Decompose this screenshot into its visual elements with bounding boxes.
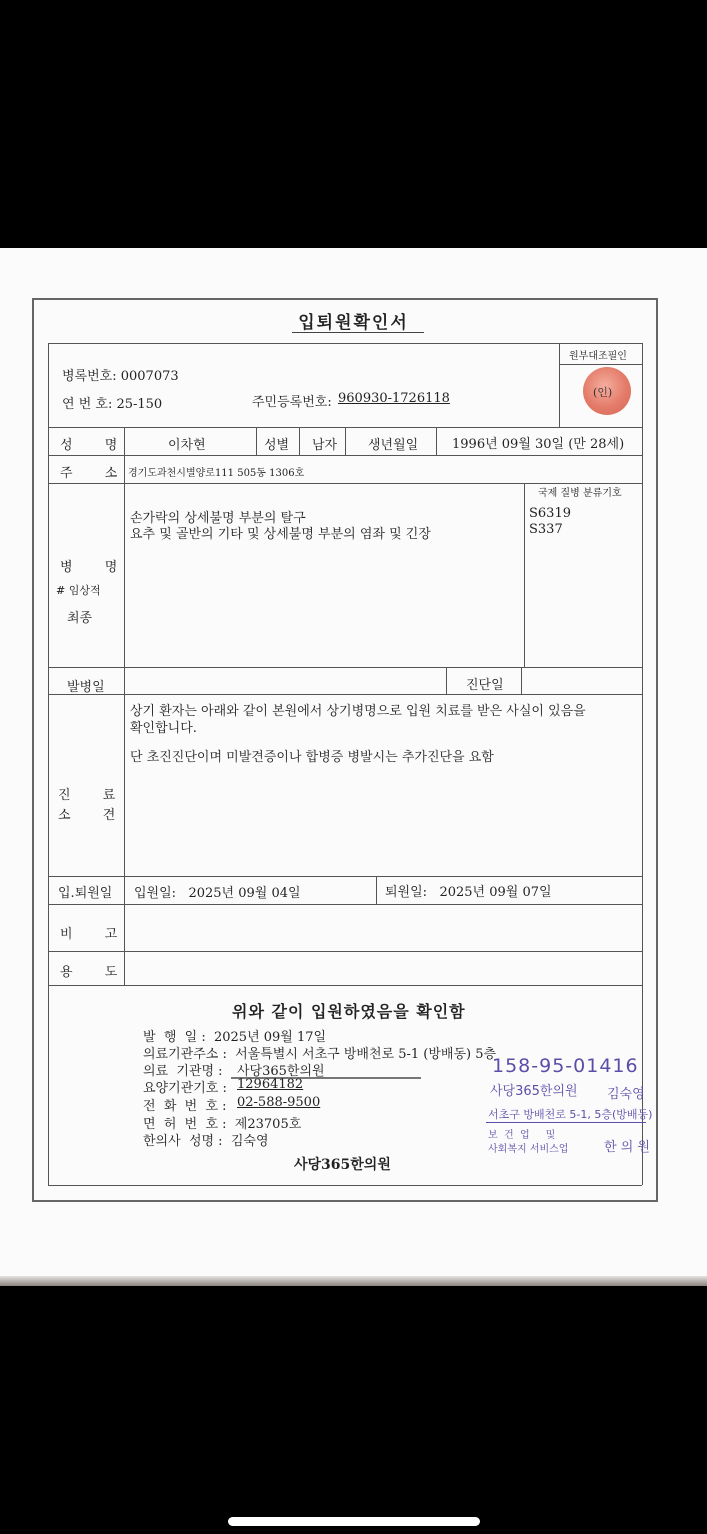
stay-row-bottom	[48, 904, 642, 905]
facility-name-label: 의료 기관명 :	[143, 1064, 223, 1079]
stamp-owner: 김숙영	[607, 1087, 645, 1102]
name-row-bottom	[48, 455, 642, 456]
seal-box-divider	[559, 343, 560, 427]
sex-divider	[299, 427, 300, 455]
header-top-line	[48, 343, 642, 344]
stamp-divider	[486, 1122, 646, 1123]
icd-column-line	[524, 483, 525, 668]
opinion-note: 단 초진진단이며 미발견증이나 합병증 병발시는 추가진단을 요함	[130, 750, 494, 765]
document-title: 입퇴원확인서	[298, 313, 409, 333]
onset-label: 발병일	[67, 680, 105, 695]
diagnosis-row-bottom	[48, 667, 642, 668]
opinion-row-bottom	[48, 876, 642, 877]
license-number: 면 허 번 호 : 제23705호	[143, 1117, 302, 1132]
stamp-business-type-2: 사회복지 서비스업	[488, 1144, 569, 1155]
paper-edge	[0, 1276, 707, 1286]
diagnosis-label: 병 명	[60, 560, 118, 575]
discharge-date: 퇴원일: 2025년 09월 07일	[385, 885, 552, 900]
phone-number: 02-588-9500	[237, 1095, 321, 1110]
confirm-bottom-line	[48, 1185, 642, 1186]
confirm-heading: 위와 같이 입원하였음을 확인함	[232, 1002, 466, 1021]
title-underline	[292, 332, 424, 333]
resident-number-label: 주민등록번호:	[252, 395, 332, 410]
opinion-text: 상기 환자는 아래와 같이 본원에서 상기병명으로 입원 치료를 받은 사실이 있음을	[130, 704, 586, 719]
name-label: 성 명	[60, 438, 118, 453]
stamp-business-type: 보 건 업 및	[488, 1130, 556, 1141]
sex-value-divider	[345, 427, 346, 455]
stamp-clinic-category: 한 의 원	[604, 1140, 650, 1155]
purpose-row-bottom	[48, 985, 642, 986]
opinion-label: 진 료	[58, 788, 116, 803]
diagnosis-sublabel-clinical: # 임상적	[56, 584, 101, 597]
opinion-text: 확인합니다.	[130, 721, 197, 736]
header-left-line	[48, 343, 49, 427]
table-left-line	[48, 427, 49, 985]
table-right-line	[642, 427, 643, 985]
header-right-line	[642, 343, 643, 427]
diag-date-divider	[521, 667, 522, 694]
patient-dob: 1996년 09월 30일 (만 28세)	[452, 437, 625, 452]
resident-number: 960930-1726118	[338, 391, 450, 406]
record-number: 병록번호: 0007073	[62, 369, 179, 384]
icd-code: S6319	[529, 506, 571, 521]
opinion-label-2: 소 견	[58, 808, 116, 823]
onset-row-bottom	[48, 694, 642, 695]
serial-number: 연 번 호: 25-150	[62, 397, 163, 412]
dob-divider	[436, 427, 437, 455]
patient-sex: 남자	[312, 438, 338, 453]
care-code-label: 요양기관기호 :	[143, 1081, 227, 1096]
dob-label: 생년월일	[368, 438, 419, 453]
onset-divider	[446, 667, 447, 694]
footer-clinic-name: 사당365한의원	[294, 1157, 391, 1173]
remarks-label: 비 고	[60, 927, 118, 942]
patient-address: 경기도과천시별양로111 505동 1306호	[128, 468, 305, 479]
stay-divider	[376, 876, 377, 904]
diagnosis-sublabel-final: 최종	[67, 611, 93, 626]
stay-label: 입.퇴원일	[58, 886, 113, 901]
seal-box-label: 원부대조필인	[569, 351, 627, 362]
seal-box-line	[559, 364, 642, 365]
diagnosis-line: 손가락의 상세불명 부분의 탈구	[130, 511, 306, 526]
name-divider	[256, 427, 257, 455]
doctor-name: 한의사 성명 : 김숙영	[143, 1134, 269, 1149]
facility-address: 의료기관주소 : 서울특별시 서초구 방배천로 5-1 (방배동) 5층	[143, 1047, 497, 1062]
label-column-line	[124, 427, 125, 985]
remarks-row-bottom	[48, 951, 642, 952]
stamp-clinic-name: 사당365한의원	[490, 1084, 578, 1099]
issue-date: 발 행 일 : 2025년 09월 17일	[143, 1030, 327, 1045]
seal-stamp-text: (인)	[593, 386, 613, 399]
admission-date: 입원일: 2025년 09월 04일	[134, 886, 301, 901]
phone-label: 전 화 번 호 :	[143, 1099, 227, 1114]
icd-label: 국제 질병 분류기호	[538, 488, 622, 499]
stamp-address: 서초구 방배천로 5-1, 5층(방배동)	[488, 1108, 653, 1121]
diag-date-label: 진단일	[466, 678, 504, 693]
facility-name: 사당365한의원	[237, 1064, 325, 1079]
address-label: 주 소	[60, 466, 118, 481]
home-indicator[interactable]	[228, 1517, 480, 1526]
sex-label: 성별	[264, 438, 290, 453]
purpose-label: 용 도	[60, 965, 118, 980]
icd-code: S337	[529, 522, 563, 537]
care-code: 12964182	[237, 1077, 304, 1092]
diagnosis-line: 요추 및 골반의 기타 및 상세불명 부분의 염좌 및 긴장	[130, 527, 431, 542]
patient-name: 이차현	[168, 438, 206, 453]
confirm-left-line	[48, 985, 49, 1185]
stamp-business-number: 158-95-01416	[492, 1055, 639, 1077]
